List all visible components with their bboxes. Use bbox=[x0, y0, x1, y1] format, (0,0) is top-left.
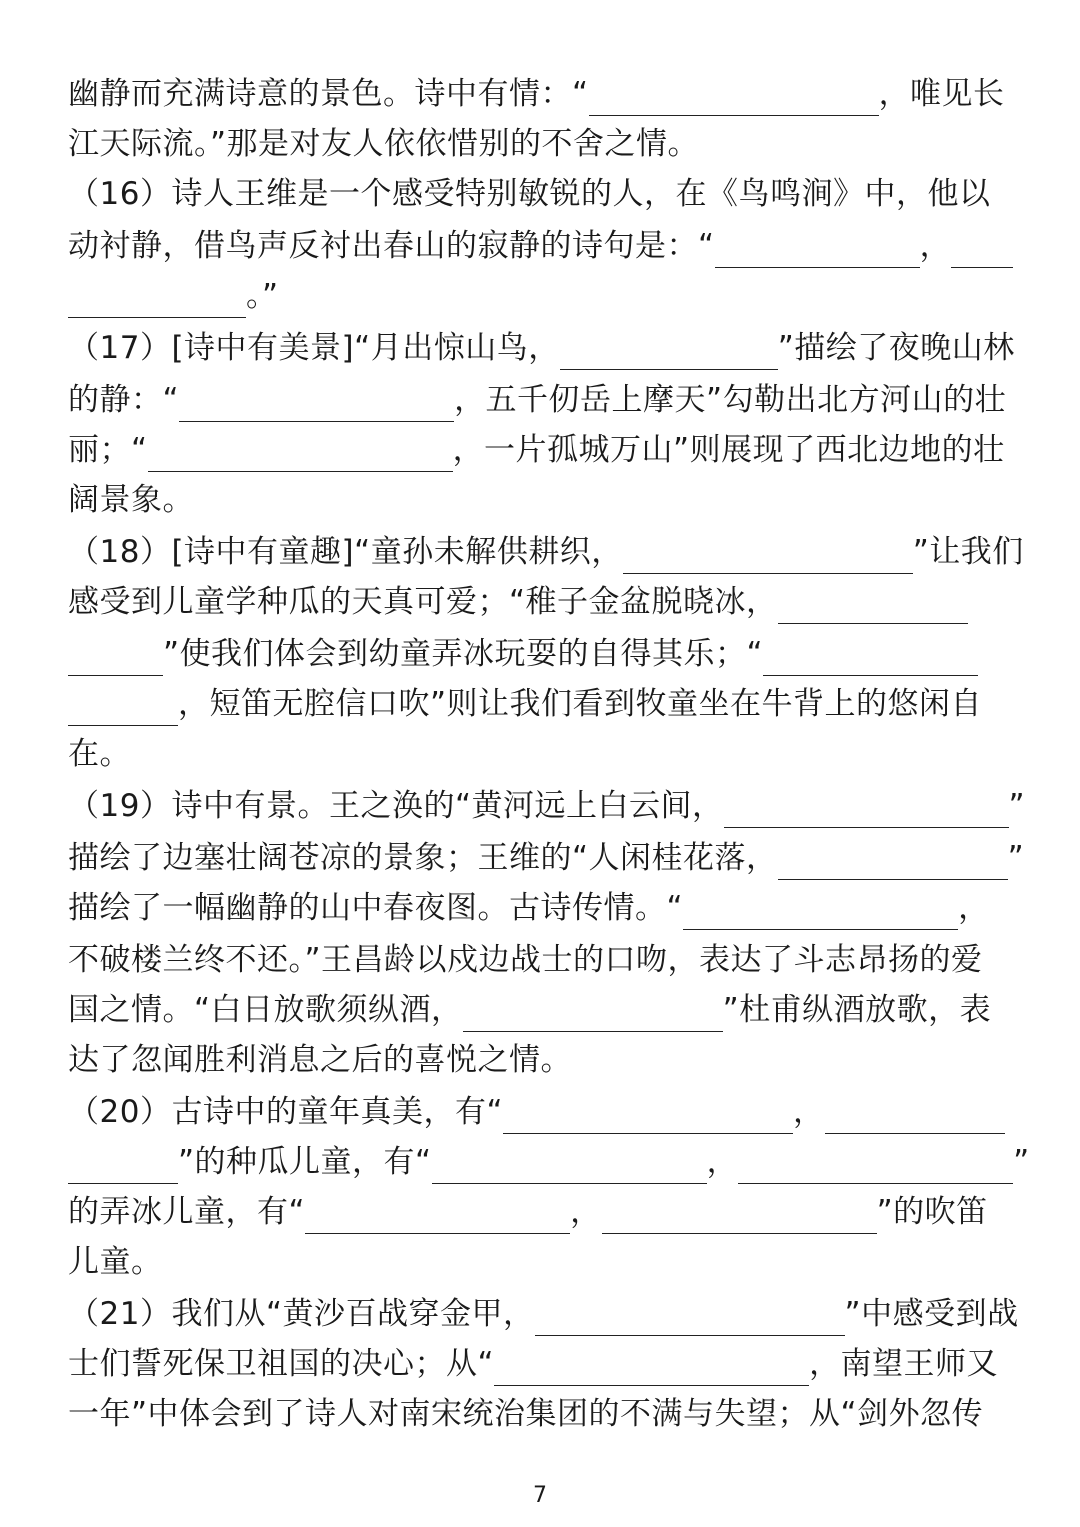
text-segment: 丽；“ bbox=[68, 432, 148, 468]
text-segment: 国之情。“白日放歌须纵酒， bbox=[68, 992, 463, 1028]
text-segment: ，一片孤城万山”则展现了西北边地的壮 bbox=[452, 432, 1005, 468]
text-segment: 在。 bbox=[68, 736, 131, 772]
answer-blank[interactable] bbox=[560, 339, 778, 370]
text-segment: ，唯见长 bbox=[878, 76, 1005, 112]
text-segment: 江天际流。”那是对友人依依惜别的不舍之情。 bbox=[68, 126, 700, 162]
text-line bbox=[68, 172, 1018, 216]
text-line bbox=[68, 122, 1018, 166]
text-segment: ， bbox=[570, 1194, 602, 1230]
text-line bbox=[68, 1190, 1018, 1234]
answer-blank[interactable] bbox=[623, 543, 913, 574]
text-segment: 士们誓死保卫祖国的决心；从“ bbox=[68, 1346, 495, 1382]
text-segment: 儿童。 bbox=[68, 1244, 163, 1280]
text-segment: 动衬静，借鸟声反衬出春山的寂静的诗句是：“ bbox=[68, 228, 715, 264]
text-segment: ， bbox=[793, 1094, 825, 1130]
answer-blank[interactable] bbox=[432, 1153, 707, 1184]
text-line bbox=[68, 580, 1018, 624]
text-segment: ， bbox=[958, 890, 990, 926]
answer-blank[interactable] bbox=[724, 797, 1009, 828]
text-line bbox=[68, 378, 1018, 422]
text-line bbox=[68, 326, 1018, 370]
text-segment: 描绘了边塞壮阔苍凉的景象；王维的“人闲桂花落， bbox=[68, 840, 778, 876]
answer-blank[interactable] bbox=[589, 85, 879, 116]
answer-blank[interactable] bbox=[68, 287, 246, 318]
text-segment: 。” bbox=[246, 278, 279, 314]
answer-blank[interactable] bbox=[825, 1103, 1005, 1134]
text-segment: （17）[诗中有美景]“月出惊山鸟， bbox=[68, 330, 560, 366]
answer-blank[interactable] bbox=[68, 645, 163, 676]
text-segment: ，短笛无腔信口吹”则让我们看到牧童坐在牛背上的悠闲自 bbox=[178, 686, 983, 722]
text-line bbox=[68, 988, 1018, 1032]
text-segment: （20）古诗中的童年真美，有“ bbox=[68, 1094, 504, 1130]
text-segment: 的静：“ bbox=[68, 382, 180, 418]
answer-blank[interactable] bbox=[179, 391, 454, 422]
text-line bbox=[68, 1038, 1018, 1082]
text-segment: ”的种瓜儿童，有“ bbox=[178, 1144, 432, 1180]
text-segment: （16）诗人王维是一个感受特别敏锐的人，在《鸟鸣涧》中，他以 bbox=[68, 176, 991, 212]
answer-blank[interactable] bbox=[305, 1203, 570, 1234]
text-segment: 感受到儿童学种瓜的天真可爱；“稚子金盆脱晓冰， bbox=[68, 584, 778, 620]
text-segment: ”描绘了夜晚山林 bbox=[777, 330, 1015, 366]
text-line bbox=[68, 1090, 1018, 1134]
text-line bbox=[68, 1140, 1030, 1184]
answer-blank[interactable] bbox=[763, 645, 978, 676]
answer-blank[interactable] bbox=[738, 1153, 1013, 1184]
text-segment: ”使我们体会到幼童弄冰玩耍的自得其乐；“ bbox=[163, 636, 764, 672]
text-segment: 幽静而充满诗意的景色。诗中有情：“ bbox=[68, 76, 589, 112]
answer-blank[interactable] bbox=[68, 1153, 178, 1184]
answer-blank[interactable] bbox=[778, 849, 1008, 880]
answer-blank[interactable] bbox=[535, 1305, 845, 1336]
text-segment: ， bbox=[706, 1144, 739, 1180]
text-segment: ” bbox=[1008, 788, 1026, 824]
text-line bbox=[68, 530, 1024, 574]
text-line bbox=[68, 1342, 1018, 1386]
text-segment: 阔景象。 bbox=[68, 482, 194, 518]
text-segment: （18）[诗中有童趣]“童孙未解供耕织， bbox=[68, 534, 623, 570]
text-line bbox=[68, 732, 1018, 776]
answer-blank[interactable] bbox=[148, 441, 453, 472]
text-segment: ” bbox=[1013, 1144, 1030, 1180]
text-line bbox=[68, 1292, 1018, 1336]
text-segment: ”中感受到战 bbox=[844, 1296, 1019, 1332]
text-segment: 描绘了一幅幽静的山中春夜图。古诗传情。“ bbox=[68, 890, 684, 926]
text-line bbox=[68, 428, 1018, 472]
text-segment: 不破楼兰终不还。”王昌龄以戍边战士的口吻，表达了斗志昂扬的爱 bbox=[68, 942, 983, 978]
text-segment: ”杜甫纵酒放歌，表 bbox=[722, 992, 992, 1028]
text-segment: ” bbox=[1007, 840, 1025, 876]
text-segment: 的弄冰儿童，有“ bbox=[68, 1194, 306, 1230]
answer-blank[interactable] bbox=[683, 899, 958, 930]
text-line bbox=[68, 478, 1018, 522]
answer-blank[interactable] bbox=[68, 695, 178, 726]
text-line bbox=[68, 224, 1018, 268]
text-segment: （21）我们从“黄沙百战穿金甲， bbox=[68, 1296, 535, 1332]
text-line bbox=[68, 886, 1018, 930]
text-segment: （19）诗中有景。王之涣的“黄河远上白云间， bbox=[68, 788, 724, 824]
text-line bbox=[68, 938, 1018, 982]
answer-blank[interactable] bbox=[715, 237, 920, 268]
text-line bbox=[68, 632, 1018, 676]
text-segment: 达了忽闻胜利消息之后的喜悦之情。 bbox=[68, 1042, 572, 1078]
text-segment: ， bbox=[919, 228, 952, 264]
answer-blank[interactable] bbox=[503, 1103, 793, 1134]
text-segment: ，南望王师又 bbox=[809, 1346, 999, 1382]
answer-blank[interactable] bbox=[778, 593, 968, 624]
answer-blank[interactable] bbox=[463, 1001, 723, 1032]
answer-blank[interactable] bbox=[494, 1355, 809, 1386]
page-number: 7 bbox=[533, 1483, 547, 1508]
text-line bbox=[68, 1240, 1018, 1284]
text-line bbox=[68, 72, 1018, 116]
text-segment: ”让我们 bbox=[912, 534, 1024, 570]
text-line bbox=[68, 274, 1018, 318]
text-line bbox=[68, 784, 1026, 828]
text-line bbox=[68, 836, 1025, 880]
text-line bbox=[68, 682, 1018, 726]
text-segment: ，五千仞岳上摩天”勾勒出北方河山的壮 bbox=[454, 382, 1007, 418]
text-segment: 一年”中体会到了诗人对南宋统治集团的不满与失望；从“剑外忽传 bbox=[68, 1396, 984, 1432]
text-segment: ”的吹笛 bbox=[876, 1194, 988, 1230]
answer-blank[interactable] bbox=[602, 1203, 877, 1234]
text-line bbox=[68, 1392, 1018, 1436]
answer-blank[interactable] bbox=[951, 237, 1013, 268]
